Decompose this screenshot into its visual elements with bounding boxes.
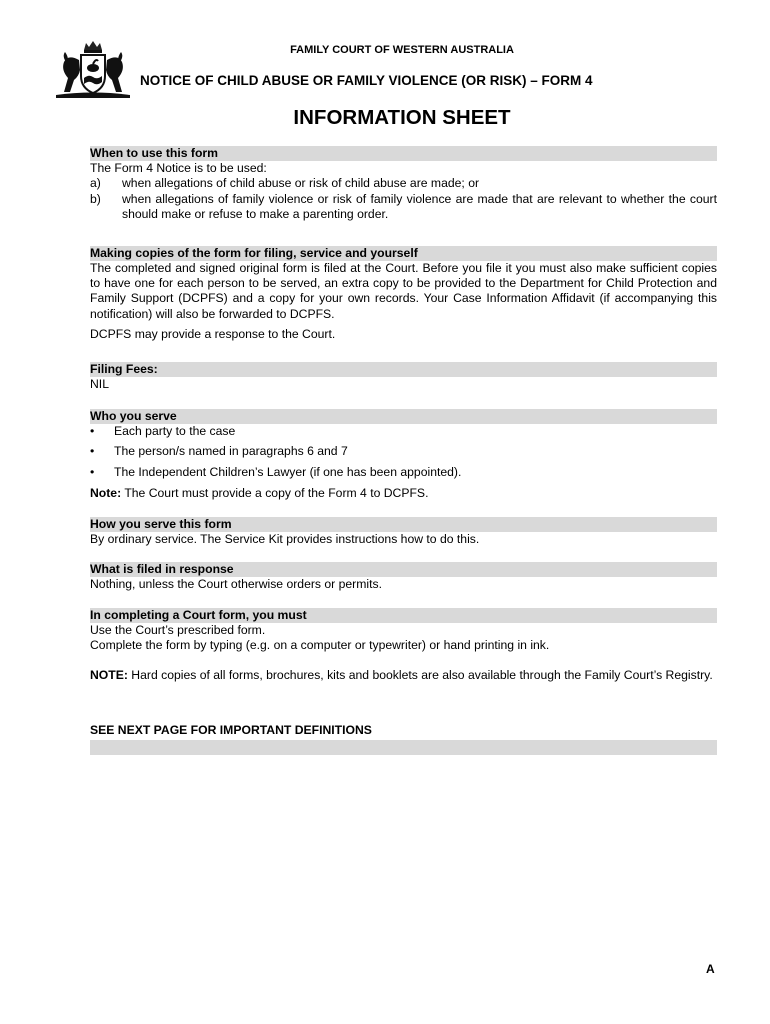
section-when-to-use	[90, 146, 717, 223]
section-heading: In completing a Court form, you must	[90, 608, 717, 623]
divider-bar	[90, 740, 717, 755]
paragraph: Nothing, unless the Court otherwise orders or permits.	[90, 577, 382, 592]
section-making-copies	[90, 246, 717, 343]
paragraph: By ordinary service. The Service Kit provides instructions how to do this.	[90, 531, 480, 546]
list-marker: b)	[90, 191, 101, 206]
notice-title: NOTICE OF CHILD ABUSE OR FAMILY VIOLENCE (OR RISK) – FORM 4	[140, 73, 593, 88]
bullet-icon: •	[90, 464, 95, 479]
section-heading: When to use this form	[90, 146, 717, 161]
list-item-text: when allegations of child abuse or risk of child abuse are made; or	[122, 176, 480, 191]
section-completing-form	[90, 608, 717, 684]
paragraph: The completed and signed original form is filed at the Court. Before you file it you must also make sufficient copies to have one for each person to be served, an extra copy to be provided to the Department for Child Protection and Family Support (DCPFS) and a copy for your own records. Your Case Information Affidavit (if accompanying this notification) will also be forwarded to DCPFS.	[90, 260, 717, 321]
note-text: The Court must provide a copy of the Form 4 to DCPFS.	[121, 486, 429, 501]
note-text: Hard copies of all forms, brochures, kits and booklets are also available through the Family Court’s Registry.	[127, 668, 713, 683]
bullet-icon: •	[90, 444, 95, 459]
section-heading: Who you serve	[90, 409, 717, 424]
note-label: NOTE:	[90, 668, 128, 683]
list-item	[90, 424, 717, 439]
list-item	[90, 465, 717, 480]
section-heading: What is filed in response	[90, 562, 717, 577]
list-item	[90, 444, 717, 459]
paragraph: DCPFS may provide a response to the Court.	[90, 327, 336, 342]
list-item	[90, 192, 717, 223]
information-sheet-title: INFORMATION SHEET	[293, 106, 511, 129]
paragraph: Use the Court’s prescribed form.	[90, 622, 266, 637]
section-filed-in-response	[90, 562, 717, 592]
list-item-text: The Independent Children’s Lawyer (if one has been appointed).	[114, 464, 462, 479]
section-filing-fees	[90, 362, 717, 392]
lettered-list	[90, 176, 717, 222]
fee-value: NIL	[90, 376, 109, 391]
list-marker: a)	[90, 176, 101, 191]
paragraph: Complete the form by typing (e.g. on a computer or typewriter) or hand printing in ink.	[90, 637, 550, 652]
list-item-text: Each party to the case	[114, 424, 236, 439]
section-who-you-serve	[90, 409, 717, 502]
bullet-list	[90, 424, 717, 480]
section-heading: How you serve this form	[90, 517, 717, 532]
list-item-text: when allegations of family violence or risk of family violence are made that are relevant to whether the court should make or refuse to make a parenting order.	[122, 191, 717, 222]
section-heading: Filing Fees:	[90, 362, 717, 377]
note-paragraph	[90, 486, 717, 501]
section-intro: The Form 4 Notice is to be used:	[90, 161, 267, 175]
list-item	[90, 176, 717, 191]
court-name: FAMILY COURT OF WESTERN AUSTRALIA	[290, 44, 514, 56]
page-letter: A	[706, 962, 715, 976]
note-label: Note:	[90, 486, 122, 501]
section-how-you-serve	[90, 517, 717, 547]
document-body	[90, 146, 717, 755]
list-item-text: The person/s named in paragraphs 6 and 7	[114, 444, 348, 459]
bullet-icon: •	[90, 424, 95, 439]
section-heading: Making copies of the form for filing, service and yourself	[90, 246, 717, 261]
note-paragraph	[90, 668, 717, 683]
see-next-page-notice: SEE NEXT PAGE FOR IMPORTANT DEFINITIONS	[90, 722, 372, 737]
